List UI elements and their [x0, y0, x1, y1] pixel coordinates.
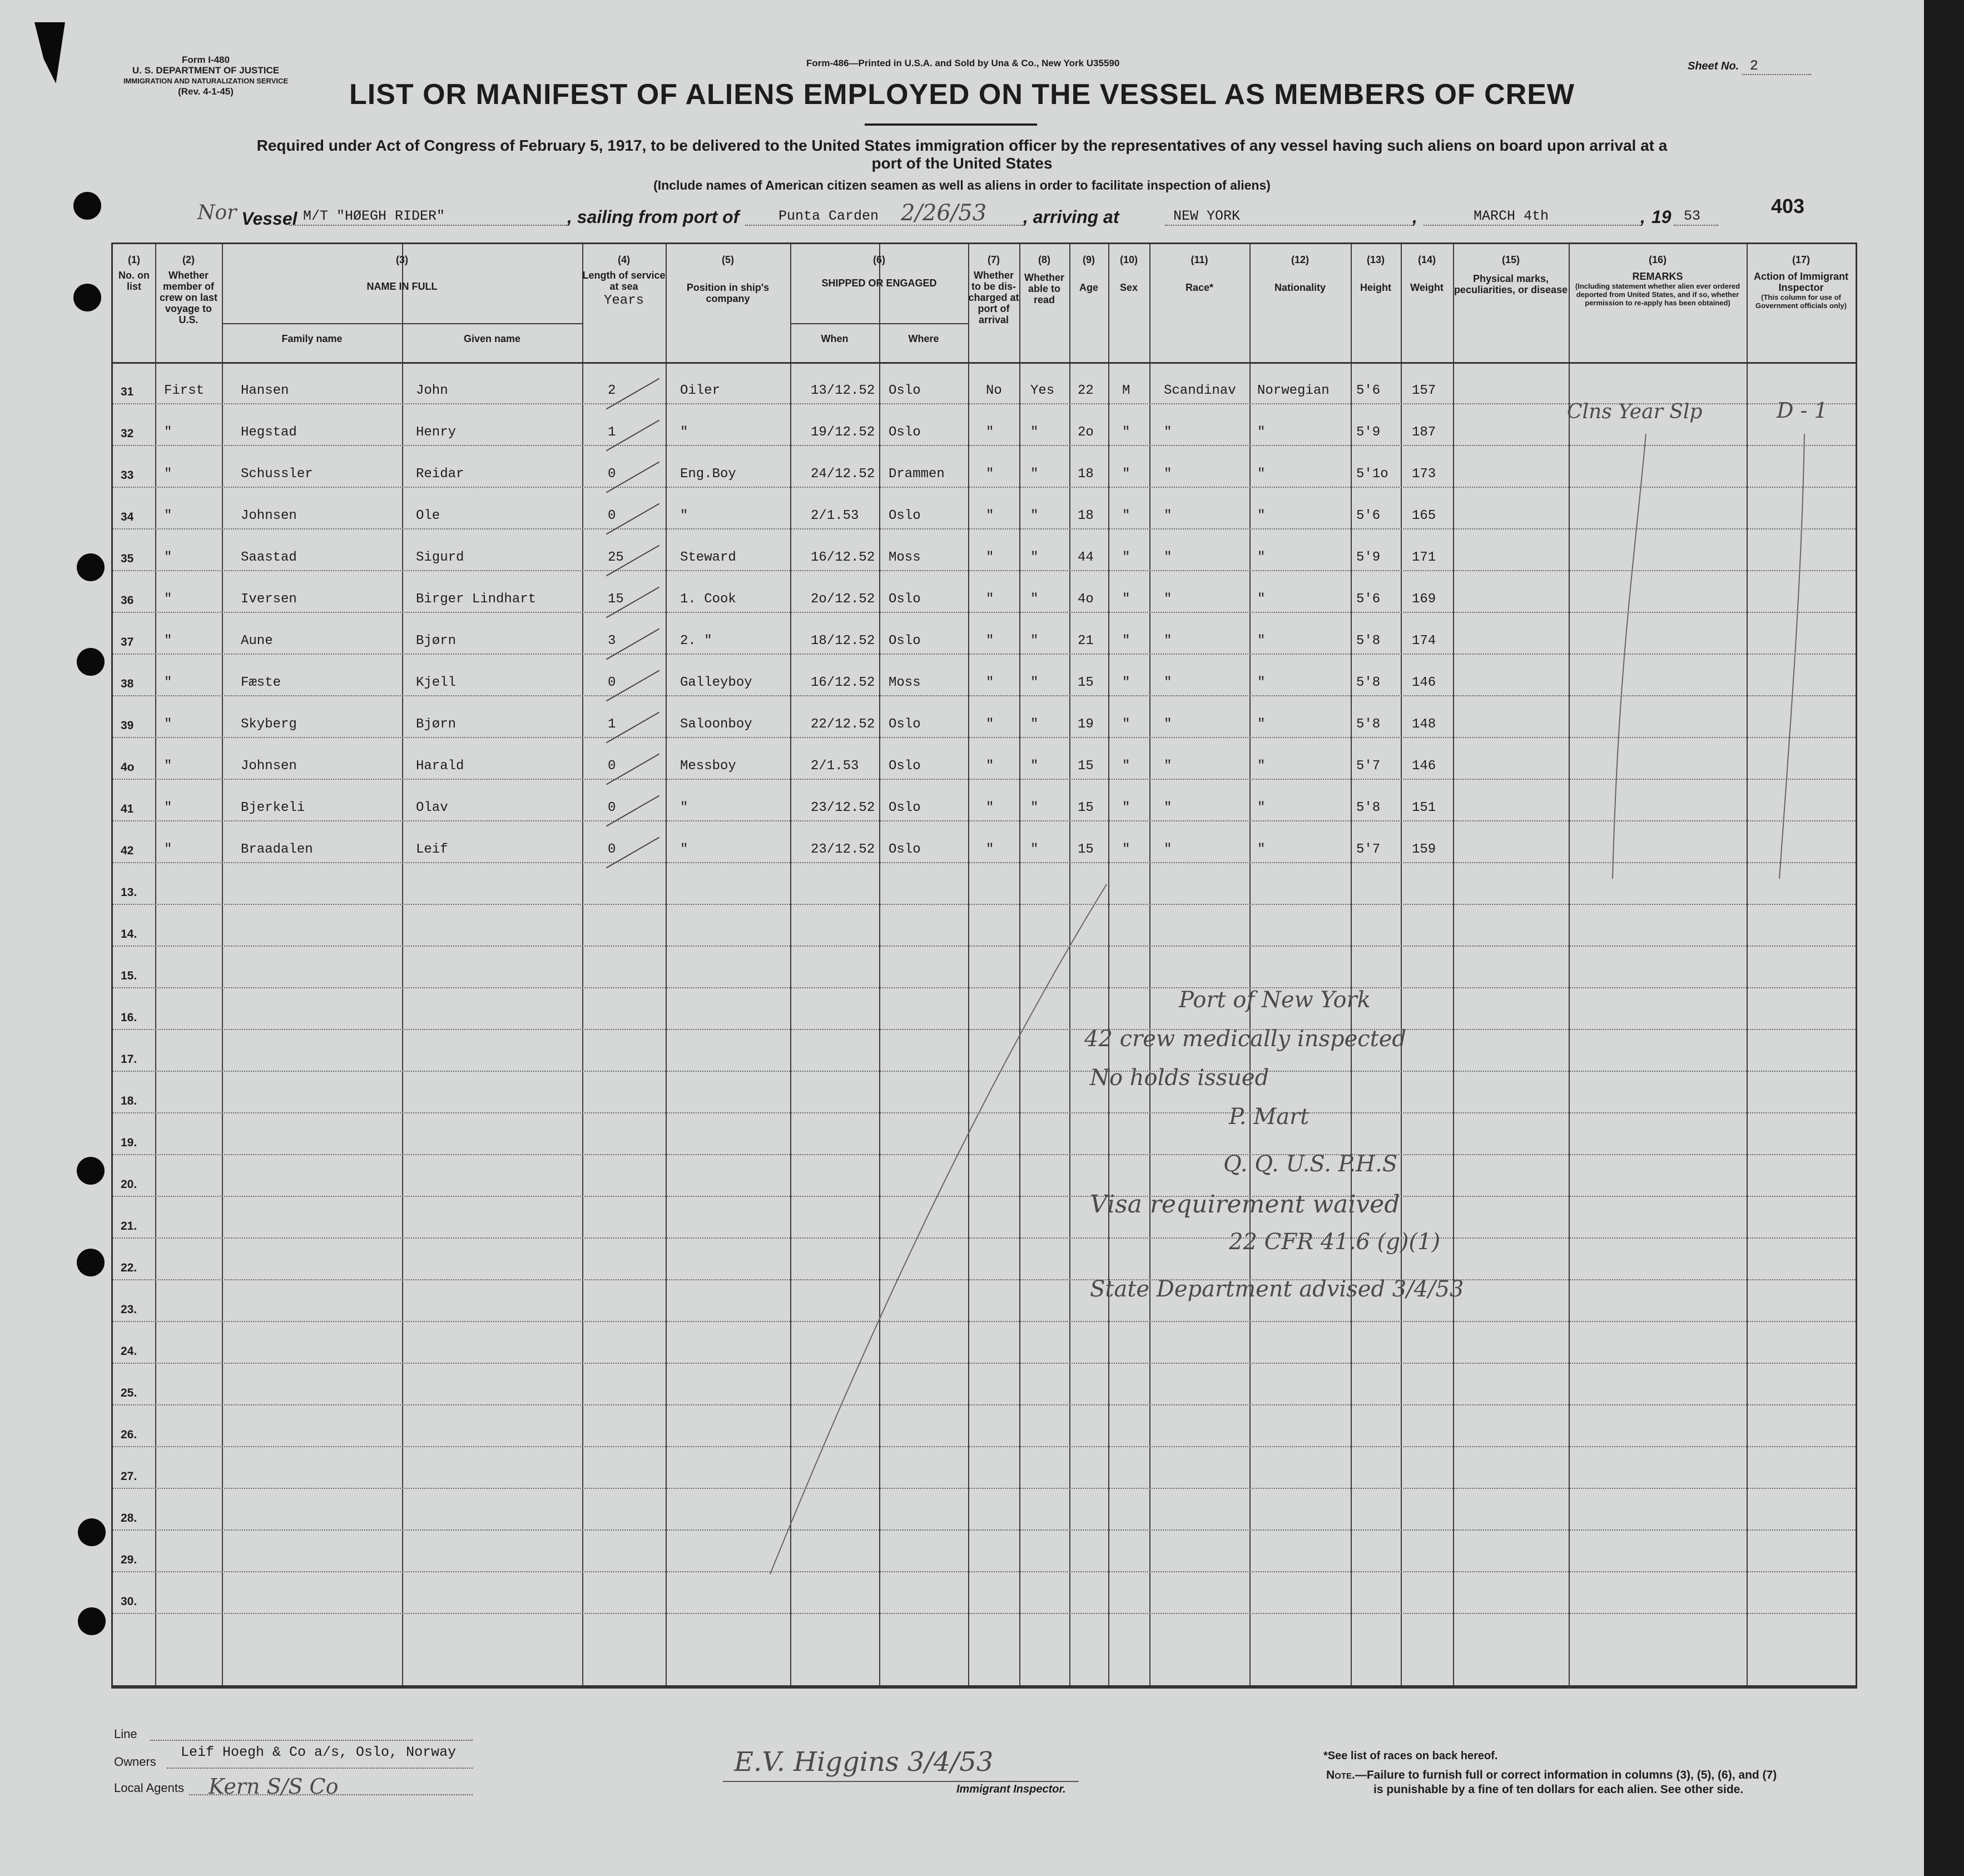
row-number: 24. [121, 1345, 137, 1358]
cell-age: 4o [1078, 592, 1094, 607]
cell-height: 5'6 [1356, 383, 1381, 398]
cell-age: 44 [1078, 550, 1094, 565]
row-number: 19. [121, 1136, 137, 1149]
cell-weight: 146 [1412, 759, 1436, 774]
cell-age: 21 [1078, 633, 1094, 649]
cell-crew: " [164, 800, 172, 815]
cell-height: 5'6 [1356, 592, 1381, 607]
subtitle-line-1: Required under Act of Congress of February 5, 1917, to be delivered to the United States immigration officer by the representatives of any vessel having such aliens on board upon arrival at a [256, 137, 1668, 154]
cell-given: John [416, 383, 448, 398]
cell-height: 5'9 [1356, 550, 1381, 565]
row-number: 35 [121, 552, 134, 565]
year-prefix: 19 [1651, 207, 1672, 227]
cell-crew: " [164, 633, 172, 649]
row-number: 37 [121, 636, 134, 649]
cell-family: Skyberg [241, 717, 297, 732]
cell-service: 3 [608, 633, 616, 649]
cell-where: Oslo [889, 508, 921, 523]
cell-crew: " [164, 717, 172, 732]
cell-sex: " [1122, 633, 1130, 649]
row-number: 20. [121, 1178, 137, 1191]
cell-given: Reidar [416, 467, 464, 482]
col-action-header: (17) Action of Immigrant Inspector (This column for use of Government officials only) [1754, 254, 1848, 310]
cell-read: " [1030, 508, 1039, 523]
col-position-header: (5) Position in ship's company [686, 254, 770, 304]
cell-weight: 148 [1412, 717, 1436, 732]
cell-read: " [1030, 425, 1039, 440]
col-physical-header: (15) Physical marks, peculiarities, or disease [1454, 254, 1568, 295]
cell-discharge: " [986, 467, 994, 482]
row-number: 23. [121, 1303, 137, 1316]
cell-crew: " [164, 675, 172, 690]
cell-weight: 165 [1412, 508, 1436, 523]
cell-age: 15 [1078, 842, 1094, 857]
cell-given: Bjørn [416, 717, 457, 732]
col-race-header: (11) Race* [1185, 254, 1214, 293]
action-handwritten: D - 1 [1777, 398, 1828, 423]
cell-position: " [680, 508, 688, 523]
cell-position: 2. " [680, 633, 712, 649]
row-number: 38 [121, 677, 134, 690]
cell-nationality: " [1257, 842, 1266, 857]
row-number: 31 [121, 385, 134, 398]
cell-nationality: " [1257, 759, 1266, 774]
cell-service: 0 [608, 759, 616, 774]
cell-when: 16/12.52 [811, 550, 875, 565]
agents-value: Kern S/S Co [209, 1774, 339, 1799]
row-number: 34 [121, 511, 134, 523]
cell-discharge: " [986, 675, 994, 690]
department: U. S. DEPARTMENT OF JUSTICE [132, 65, 280, 76]
row-number: 39 [121, 719, 134, 732]
cell-read: " [1030, 592, 1039, 607]
col-given-header: Given name [463, 333, 521, 344]
port-to: NEW YORK [1173, 208, 1241, 224]
note-signature: P. Mart [1229, 1104, 1310, 1130]
cell-service: 1 [608, 425, 616, 440]
cell-discharge: " [986, 800, 994, 815]
row-number: 32 [121, 427, 134, 440]
cell-position: Oiler [680, 383, 721, 398]
cell-when: 23/12.52 [811, 842, 875, 857]
inspector-field [723, 1781, 1079, 1782]
cell-when: 24/12.52 [811, 467, 875, 482]
cell-nationality: " [1257, 508, 1266, 523]
sailing-label: , sailing from port of [567, 207, 740, 227]
col-remarks-header: (16) REMARKS (Including statement whether alien ever ordered deported from United States, and if so, whether permission to re-apply has been obtained) [1575, 254, 1740, 307]
row-number: 26. [121, 1428, 137, 1441]
subtitle-line-3: (Include names of American citizen seamen as well as aliens in order to facilitate inspection of aliens) [653, 178, 1271, 192]
col-discharge-header: (7) Whether to be dis-charged at port of arrival [968, 254, 1019, 325]
cell-weight: 159 [1412, 842, 1436, 857]
cell-family: Schussler [241, 467, 313, 482]
col-when-header: When [821, 333, 849, 344]
cell-nationality: " [1257, 592, 1266, 607]
cell-height: 5'1o [1356, 467, 1388, 482]
cell-crew: " [164, 550, 172, 565]
cell-position: Steward [680, 550, 736, 565]
row-number: 29. [121, 1553, 137, 1566]
cell-where: Oslo [889, 592, 921, 607]
nationality-mark: Nor [197, 201, 237, 224]
col-no-header: (1) No. on list [118, 254, 150, 292]
cell-crew: First [164, 383, 205, 398]
cell-position: Galleyboy [680, 675, 752, 690]
printer-line: Form-486—Printed in U.S.A. and Sold by Una & Co., New York U35590 [806, 58, 1120, 68]
col-weight-header: (14) Weight [1410, 254, 1444, 293]
cell-given: Henry [416, 425, 457, 440]
cell-crew: " [164, 467, 172, 482]
cell-sex: " [1122, 592, 1130, 607]
row-number: 33 [121, 469, 134, 482]
cell-read: " [1030, 467, 1039, 482]
cell-age: 22 [1078, 383, 1094, 398]
cell-where: Oslo [889, 800, 921, 815]
cell-when: 2o/12.52 [811, 592, 875, 607]
cell-race: " [1164, 550, 1172, 565]
cell-when: 13/12.52 [811, 383, 875, 398]
port-from: Punta Carden [778, 208, 879, 224]
cell-position: Eng.Boy [680, 467, 736, 482]
cell-weight: 173 [1412, 467, 1436, 482]
sheet-label: Sheet No. [1688, 60, 1739, 72]
cell-given: Leif [416, 842, 448, 857]
cell-where: Oslo [889, 842, 921, 857]
cell-given: Kjell [416, 675, 457, 690]
cell-race: " [1164, 675, 1172, 690]
cell-service: 0 [608, 800, 616, 815]
cell-discharge: " [986, 717, 994, 732]
cell-age: 15 [1078, 800, 1094, 815]
row-number: 18. [121, 1095, 137, 1107]
cell-family: Braadalen [241, 842, 313, 857]
cell-position: 1. Cook [680, 592, 736, 607]
row-number: 4o [121, 761, 135, 774]
cell-sex: " [1122, 675, 1130, 690]
row-number: 21. [121, 1220, 137, 1232]
cell-family: Johnsen [241, 508, 297, 523]
row-number: 17. [121, 1053, 137, 1066]
cell-read: " [1030, 759, 1039, 774]
vessel-name: M/T "HØEGH RIDER" [303, 208, 445, 224]
cell-height: 5'7 [1356, 842, 1381, 857]
cell-where: Oslo [889, 717, 921, 732]
cell-family: Iversen [241, 592, 297, 607]
cell-when: 18/12.52 [811, 633, 875, 649]
cell-when: 22/12.52 [811, 717, 875, 732]
cell-where: Oslo [889, 425, 921, 440]
cell-service: 2 [608, 383, 616, 398]
cell-where: Oslo [889, 759, 921, 774]
cell-sex: " [1122, 800, 1130, 815]
cell-race: " [1164, 592, 1172, 607]
cell-age: 18 [1078, 508, 1094, 523]
cell-position: " [680, 425, 688, 440]
cell-discharge: No [986, 383, 1002, 398]
cell-given: Birger Lindhart [416, 592, 537, 607]
owners-label: Owners [114, 1755, 156, 1769]
sailing-date-handwritten: 2/26/53 [901, 200, 987, 226]
cell-nationality: " [1257, 717, 1266, 732]
row-number: 15. [121, 969, 137, 982]
cell-height: 5'7 [1356, 759, 1381, 774]
cell-where: Moss [889, 675, 921, 690]
remarks-handwritten: Clns Year Slp [1567, 400, 1703, 423]
cell-read: Yes [1030, 383, 1055, 398]
col-nationality-header: (12) Nationality [1274, 254, 1326, 293]
page-title: LIST OR MANIFEST OF ALIENS EMPLOYED ON THE VESSEL AS MEMBERS OF CREW [349, 78, 1575, 111]
cell-family: Aune [241, 633, 273, 649]
col-family-header: Family name [281, 333, 343, 344]
note-visa: Visa requirement waived [1090, 1190, 1400, 1219]
col-service-header: (4) Length of service at sea Years [582, 254, 666, 308]
cell-height: 5'8 [1356, 633, 1381, 649]
cell-sex: " [1122, 759, 1130, 774]
cell-position: " [680, 800, 688, 815]
cell-height: 5'9 [1356, 425, 1381, 440]
cell-read: " [1030, 675, 1039, 690]
cell-race: " [1164, 425, 1172, 440]
cell-when: 16/12.52 [811, 675, 875, 690]
row-number: 22. [121, 1261, 137, 1274]
owners-value: Leif Hoegh & Co a/s, Oslo, Norway [181, 1744, 457, 1760]
cell-race: " [1164, 467, 1172, 482]
cell-sex: " [1122, 467, 1130, 482]
cell-service: 0 [608, 467, 616, 482]
arrival-date: MARCH 4th [1474, 208, 1549, 224]
cell-weight: 146 [1412, 675, 1436, 690]
form-number: Form I-480 [182, 55, 230, 65]
cell-given: Sigurd [416, 550, 464, 565]
cell-age: 2o [1078, 425, 1094, 440]
cell-read: " [1030, 717, 1039, 732]
cell-family: Hegstad [241, 425, 297, 440]
note-cfr: 22 CFR 41.6 (g)(1) [1229, 1229, 1441, 1255]
col-shipped-header: (6) SHIPPED OR ENGAGED [821, 254, 937, 289]
cell-weight: 151 [1412, 800, 1436, 815]
cell-nationality: " [1257, 800, 1266, 815]
cell-sex: " [1122, 842, 1130, 857]
row-number: 13. [121, 886, 137, 899]
cell-sex: " [1122, 508, 1130, 523]
cell-nationality: " [1257, 467, 1266, 482]
fine-note: Note.—Failure to furnish full or correct information in columns (3), (5), (6), and (7) [1326, 1769, 1777, 1781]
col-where-header: Where [908, 333, 939, 344]
vessel-label: Vessel [241, 209, 297, 229]
cell-nationality: " [1257, 675, 1266, 690]
line-label: Line [114, 1727, 137, 1741]
col-name-header: (3) NAME IN FULL [366, 254, 438, 292]
agents-label: Local Agents [114, 1781, 184, 1795]
cell-nationality: Norwegian [1257, 383, 1330, 398]
row-number: 28. [121, 1512, 137, 1524]
cell-where: Moss [889, 550, 921, 565]
line-field [150, 1740, 473, 1741]
cell-crew: " [164, 592, 172, 607]
comma: , [1640, 207, 1645, 227]
cell-discharge: " [986, 508, 994, 523]
col-height-header: (13) Height [1360, 254, 1391, 293]
cell-service: 15 [608, 592, 624, 607]
cell-crew: " [164, 425, 172, 440]
cell-crew: " [164, 842, 172, 857]
cell-where: Oslo [889, 383, 921, 398]
page-number: 403 [1771, 195, 1805, 217]
note-medical: 42 crew medically inspected [1084, 1026, 1407, 1052]
cell-when: 19/12.52 [811, 425, 875, 440]
cell-position: Messboy [680, 759, 736, 774]
cell-service: 0 [608, 508, 616, 523]
cell-family: Bjerkeli [241, 800, 305, 815]
row-number: 30. [121, 1595, 137, 1608]
cell-weight: 157 [1412, 383, 1436, 398]
service: IMMIGRATION AND NATURALIZATION SERVICE [123, 77, 289, 85]
cell-race: " [1164, 633, 1172, 649]
sheet-number: 2 [1742, 58, 1811, 75]
cell-given: Bjørn [416, 633, 457, 649]
cell-nationality: " [1257, 550, 1266, 565]
cell-given: Ole [416, 508, 440, 523]
cell-race: " [1164, 508, 1172, 523]
cell-height: 5'8 [1356, 800, 1381, 815]
fine-note-line-2: is punishable by a fine of ten dollars for each alien. See other side. [1373, 1783, 1744, 1796]
col-sex-header: (10) Sex [1119, 254, 1138, 293]
note-port: Port of New York [1179, 987, 1371, 1013]
subtitle-line-2: port of the United States [871, 155, 1053, 172]
cell-sex: " [1122, 425, 1130, 440]
cell-given: Harald [416, 759, 464, 774]
year-suffix: 53 [1684, 208, 1701, 224]
cell-service: 0 [608, 675, 616, 690]
cell-service: 1 [608, 717, 616, 732]
cell-discharge: " [986, 759, 994, 774]
note-state-dept: State Department advised 3/4/53 [1090, 1276, 1464, 1302]
cell-read: " [1030, 550, 1039, 565]
cell-given: Olav [416, 800, 448, 815]
cell-race: Scandinav [1164, 383, 1236, 398]
cell-service: 25 [608, 550, 624, 565]
cell-read: " [1030, 800, 1039, 815]
cell-discharge: " [986, 550, 994, 565]
comma: , [1412, 207, 1417, 227]
col-age-header: (9) Age [1079, 254, 1098, 293]
cell-weight: 187 [1412, 425, 1436, 440]
cell-service: 0 [608, 842, 616, 857]
cell-discharge: " [986, 842, 994, 857]
row-number: 41 [121, 803, 134, 815]
cell-weight: 169 [1412, 592, 1436, 607]
cell-discharge: " [986, 425, 994, 440]
row-number: 36 [121, 594, 134, 607]
cell-weight: 171 [1412, 550, 1436, 565]
col-read-header: (8) Whether able to read [1024, 254, 1064, 305]
cell-race: " [1164, 717, 1172, 732]
cell-age: 19 [1078, 717, 1094, 732]
cell-nationality: " [1257, 633, 1266, 649]
row-number: 27. [121, 1470, 137, 1483]
cell-sex: " [1122, 550, 1130, 565]
cell-race: " [1164, 800, 1172, 815]
cell-sex: " [1122, 717, 1130, 732]
cell-where: Drammen [889, 467, 945, 482]
note-phs: Q. Q. U.S. P.H.S [1223, 1151, 1398, 1177]
cell-family: Fæste [241, 675, 281, 690]
cell-sex: M [1122, 383, 1130, 398]
cell-family: Johnsen [241, 759, 297, 774]
cell-position: " [680, 842, 688, 857]
col-crew-header: (2) Whether member of crew on last voyage to U.S. [159, 254, 218, 325]
cell-race: " [1164, 842, 1172, 857]
cell-family: Hansen [241, 383, 289, 398]
cell-weight: 174 [1412, 633, 1436, 649]
cell-when: 2/1.53 [811, 508, 859, 523]
cell-position: Saloonboy [680, 717, 752, 732]
row-number: 16. [121, 1011, 137, 1024]
arriving-label: , arriving at [1023, 207, 1119, 227]
row-number: 14. [121, 928, 137, 941]
cell-age: 15 [1078, 675, 1094, 690]
cell-read: " [1030, 842, 1039, 857]
revision: (Rev. 4-1-45) [178, 86, 234, 97]
cell-crew: " [164, 759, 172, 774]
cell-age: 18 [1078, 467, 1094, 482]
cell-read: " [1030, 633, 1039, 649]
cell-when: 2/1.53 [811, 759, 859, 774]
inspector-signature: E.V. Higgins 3/4/53 [734, 1746, 994, 1778]
cell-when: 23/12.52 [811, 800, 875, 815]
row-number: 42 [121, 844, 134, 857]
cell-where: Oslo [889, 633, 921, 649]
cell-age: 15 [1078, 759, 1094, 774]
cell-discharge: " [986, 592, 994, 607]
row-number: 25. [121, 1387, 137, 1399]
cell-crew: " [164, 508, 172, 523]
cell-discharge: " [986, 633, 994, 649]
note-holds: No holds issued [1090, 1065, 1269, 1091]
cell-family: Saastad [241, 550, 297, 565]
cell-height: 5'8 [1356, 717, 1381, 732]
cell-nationality: " [1257, 425, 1266, 440]
races-note: *See list of races on back hereof. [1323, 1750, 1498, 1762]
inspector-label: Immigrant Inspector. [956, 1783, 1066, 1795]
cell-race: " [1164, 759, 1172, 774]
owners-field [167, 1768, 473, 1769]
cell-height: 5'6 [1356, 508, 1381, 523]
cell-height: 5'8 [1356, 675, 1381, 690]
